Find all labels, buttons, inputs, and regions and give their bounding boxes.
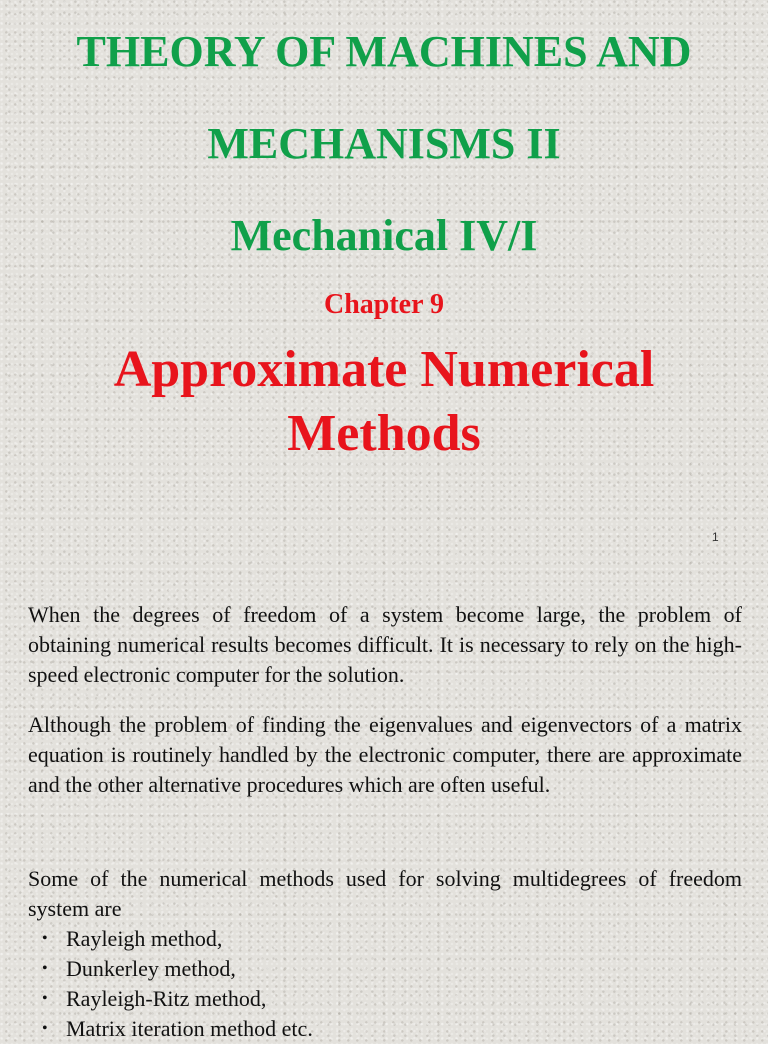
bullet-icon: • [42,990,48,1007]
list-item [42,924,313,954]
page-number: 1 [712,530,719,544]
bullet-icon: • [42,1020,48,1037]
course-title-line-2: MECHANISMS II [207,119,561,168]
methods-list [42,924,313,1044]
method-label: Rayleigh-Ritz method, [66,986,267,1011]
chapter-number: Chapter 9 [323,289,445,320]
intro-paragraph: When the degrees of freedom of a system become large, the problem of obtaining numerical results becomes difficult. It is necessary to rely on the high-speed electronic computer for the solution. [28,602,742,687]
bullet-icon: • [42,930,48,947]
chapter-title: Approximate Numerical Methods [113,341,655,462]
course-title-line-1: THEORY OF MACHINES AND [76,27,692,76]
list-item [42,984,313,1014]
method-label: Rayleigh method, [66,926,223,951]
content-slide [0,560,768,1041]
list-item [42,1014,313,1044]
method-label: Dunkerley method, [66,956,236,981]
methods-intro-paragraph: Some of the numerical methods used for solving multidegrees of freedom system are [28,866,742,921]
course-subtitle: Mechanical IV/I [230,211,538,260]
list-item [42,954,313,984]
method-label: Matrix iteration method etc. [66,1016,313,1041]
eigenvalue-paragraph: Although the problem of finding the eigenvalues and eigenvectors of a matrix equation is routinely handled by the electronic computer, there are approximate and the other alternative procedures which are often useful. [28,712,742,797]
bullet-icon: • [42,960,48,977]
